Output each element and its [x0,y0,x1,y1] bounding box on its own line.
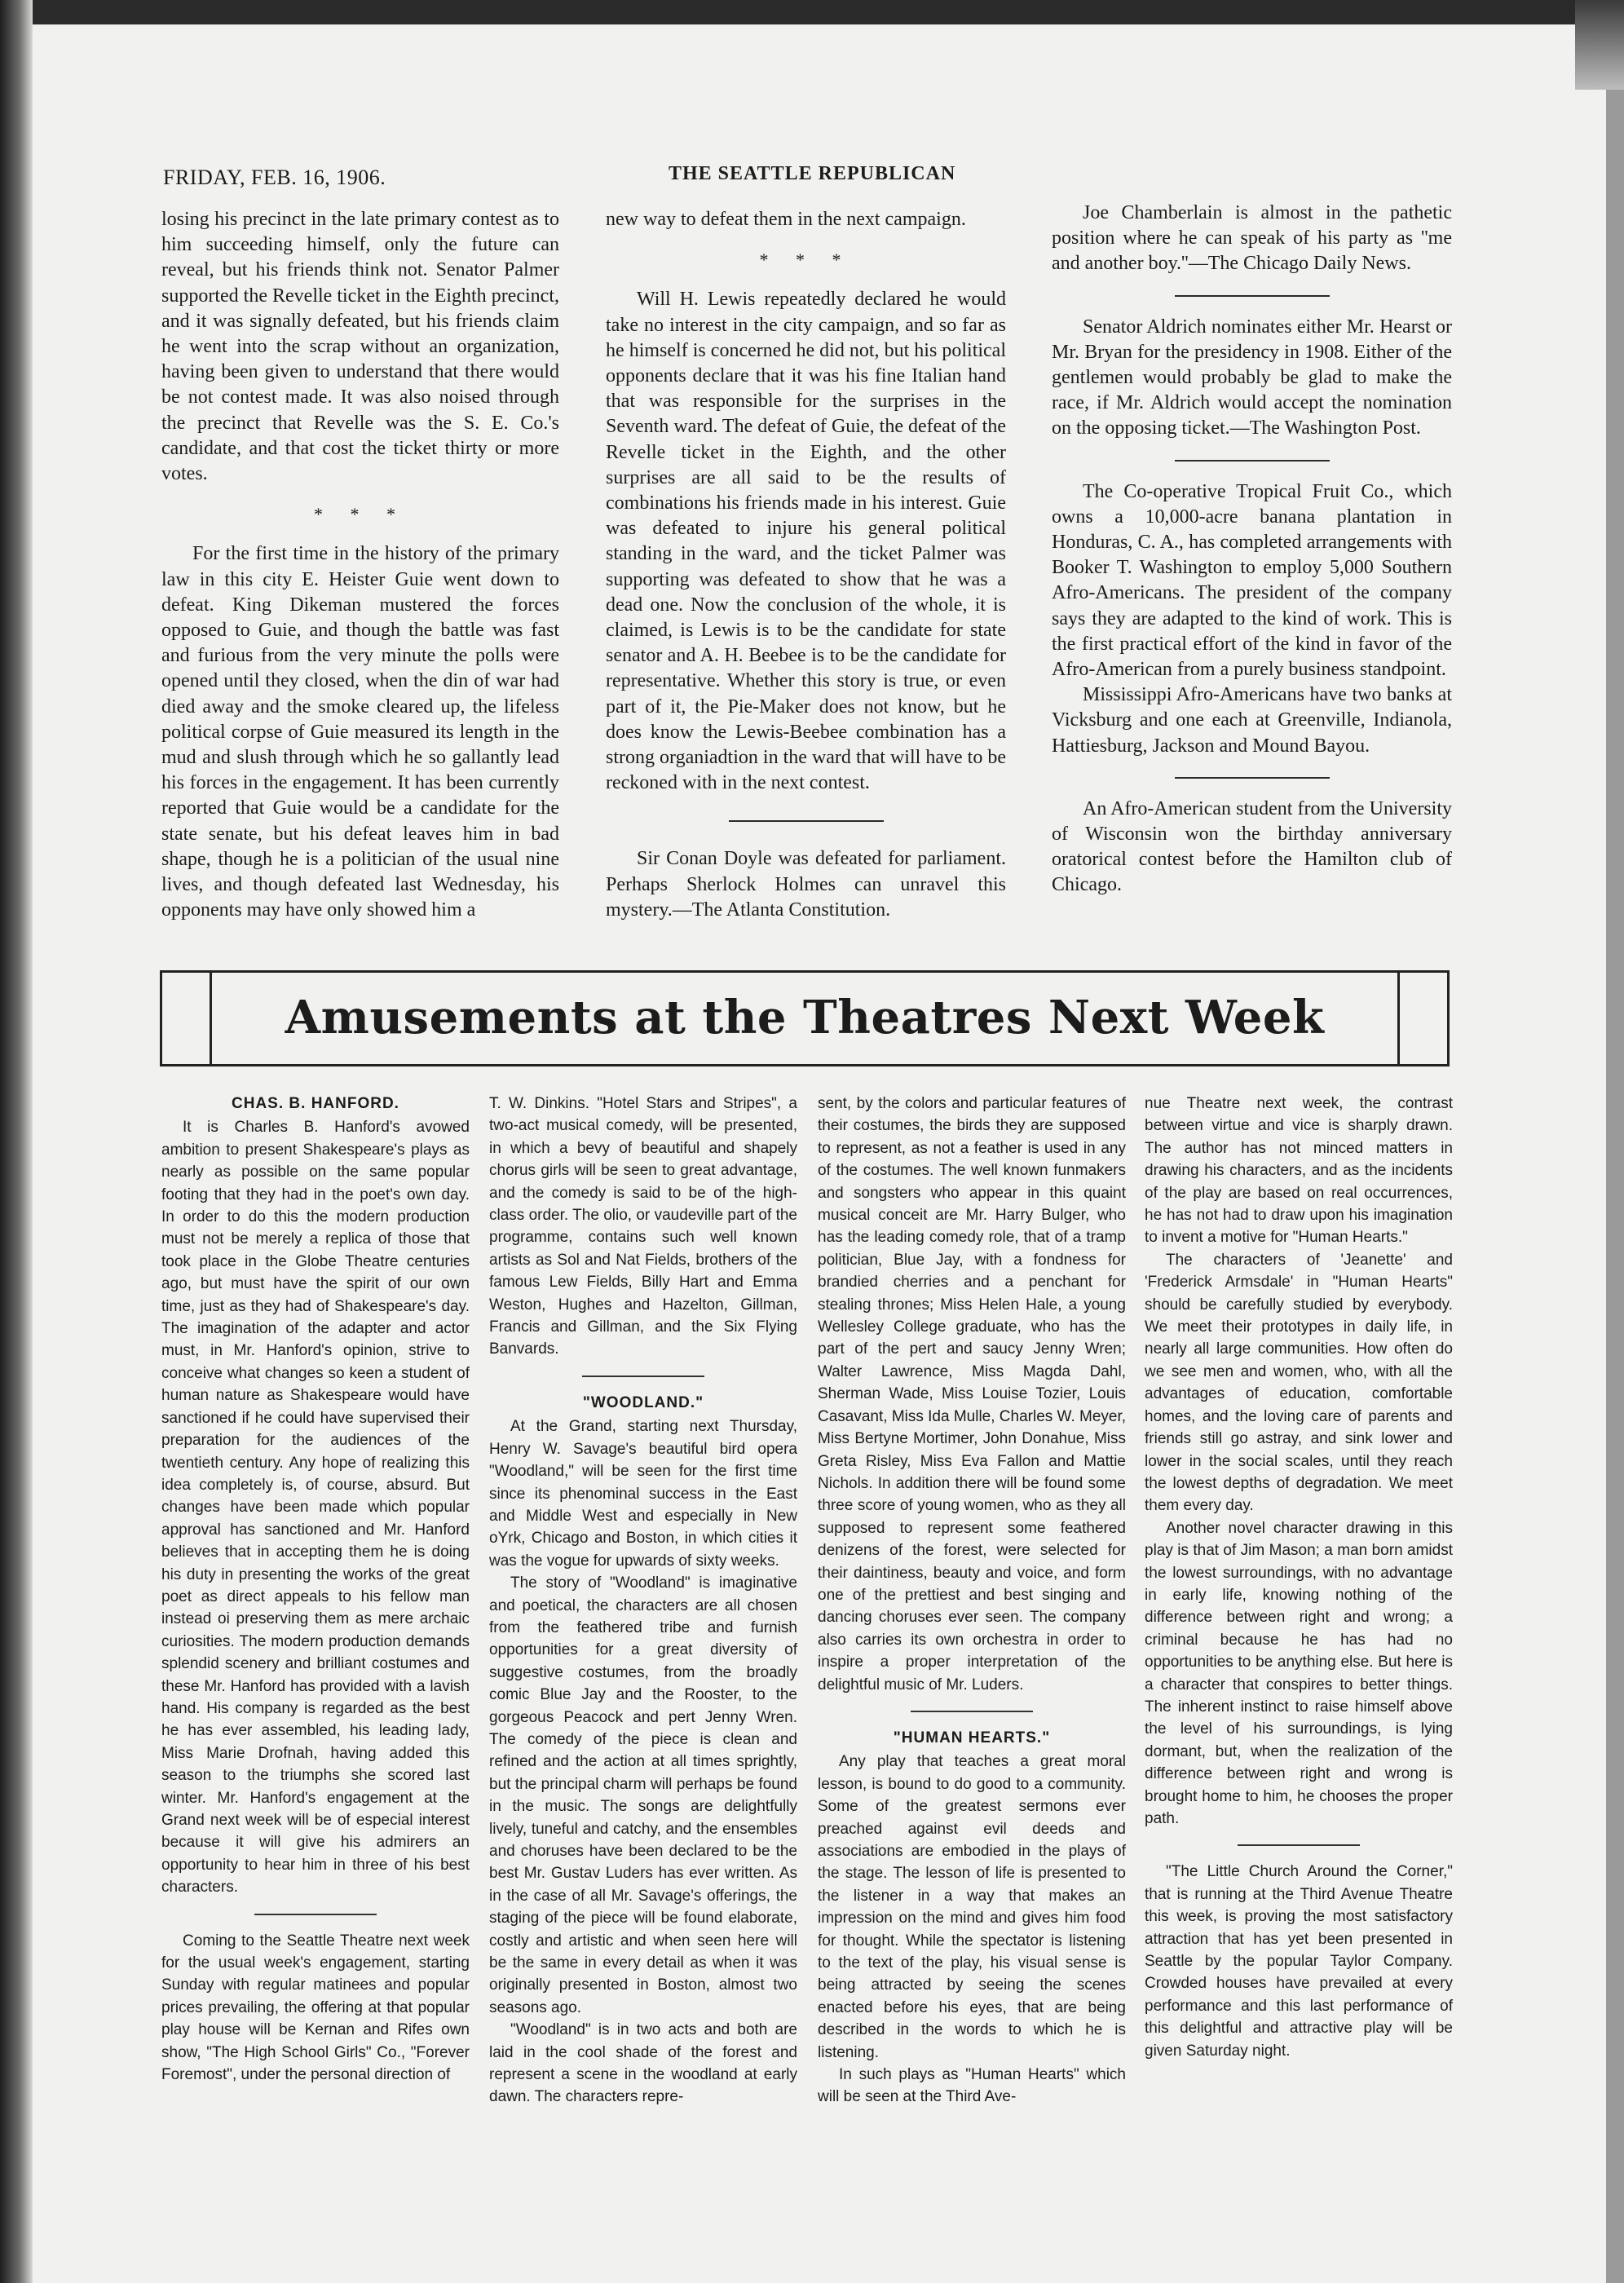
article-paragraph: An Afro-American student from the University of Wisconsin won the birthday anniversary oratorical contest before the Hamilton club of Chicago. [1052,797,1452,896]
section-divider [1175,295,1330,297]
article-paragraph: At the Grand, starting next Thursday, Henry W. Savage's beautiful bird opera "Woodland," will be seen for the first time since its phenominal success in the East and Middle West and especially in New oYrk, Chicago and Boston, in which cities it was the vogue for upwards of sixty weeks. [489,1418,797,1570]
article-heading: "WOODLAND." [582,1393,704,1411]
issue-date: FRIDAY, FEB. 16, 1906. [163,166,386,189]
article-paragraph: losing his precinct in the late primary contest as to him succeeding himself, only the future can reveal, but his friends think not. Senator Palmer supported the Revelle ticket in the Eighth precinct, and it was signally defeated, but his friends claim he went into the scrap without an organization, having been given to understand that there would be not contest made. It was also noised through the precinct that Revelle was the S. E. Co.'s candidate, and that cost the ticket thirty or more votes. [161,209,559,485]
scan-edge-top [0,0,1624,24]
section-divider [1238,1844,1360,1846]
article-paragraph: Will H. Lewis repeatedly declared he would take no interest in the city campaign, and so far as he himself is concerned he did not, but his political opponents declare that it was his fine Italian hand that was responsible for the surprises in the Seventh ward. The defeat of Guie, the defeat of the Revelle ticket in the Eighth, and the other surprises are all said to be the results of combinations his friends made in his interest. Guie was defeated to injure his general political standing in the ward, and the ticket Palmer was supporting was defeated to show that he was a dead one. Now the conclusion of the whole, it is claimed, is Lewis is to be the candidate for state senator and A. H. Beebee is to be the candidate for representative. Whether this story is true, or even part of it, the Pie-Maker does not know, but he does know the Lewis-Beebee combination has a strong organiadtion in the ward that will have to be reckoned with in the next contest. [606,289,1006,794]
article-paragraph: The Co-operative Tropical Fruit Co., which owns a 10,000-acre banana plantation in Honduras, C. A., has completed arrangements with Booker T. Washington to employ 5,000 Southern Afro-Americans. The president of the company says they are adapted to the kind of work. This is the first practical effort of the kind in favor of the Afro-American from a purely business standpoint. [1052,480,1452,681]
article-paragraph: Coming to the Seattle Theatre next week for the usual week's engagement, starting Sunday with regular matinees and popular prices prevailing, the offering at that popular play house will be Kernan and Rifes own show, "The High School Girls" Co., "Forever Foremost", under the personal direction of [161,1932,470,2084]
article-paragraph: Mississippi Afro-Americans have two banks at Vicksburg and one each at Greenville, Indianola, Hattiesburg, Jackson and Mound Bayou. [1052,684,1452,757]
section-separator-stars: * * * [759,249,853,271]
article-paragraph: For the first time in the history of the primary law in this city E. Heister Guie went down to defeat. King Dikeman mustered the forces opposed to Guie, and though the battle was fast and furious from the very minute the polls were opened until they closed, when the din of war had died away and the smoke cleared up, the lifeless political corpse of Guie measured its length in the mud and slush through which he so gallantly lead his forces in the engagement. It has been currently reported that Guie would be a candidate for the state senate, but his defeat leaves him in bad shape, though he is a politician of the usual nine lives, and though defeated last Wednesday, his opponents may have only showed him a [161,543,559,921]
section-divider [1175,777,1330,779]
scan-edge-right [1575,0,1624,90]
section-divider [582,1376,704,1377]
article-paragraph: Any play that teaches a great moral lesson, is bound to do good to a community. Some of the greatest sermons ever preached against evil deeds and associations are embodied in the plays of the stage. The lesson of life is presented to the listener in a way that makes an impression on the mind and gives him food for thought. While the spectator is listening to the text of the play, his visual sense is being attracted by seeing the scenes enacted before his eyes, that are being described in the words to which he is listening. [818,1753,1126,2061]
top-column-3 [1052,201,1452,899]
article-paragraph: "Woodland" is in two acts and both are laid in the cool shade of the forest and represent a scene in the woodland at early dawn. The characters repre- [489,2021,797,2106]
article-paragraph: The story of "Woodland" is imaginative and poetical, the characters are all chosen from the feathered tribe and furnish opportunities for a great diversity of suggestive costumes, from the broadly comic Blue Jay and the Rooster, to the gorgeous Peacock and pert Jenny Wren. The comedy of the piece is clean and refined and the action at all times sprightly, but the principal charm will perhaps be found in the music. The songs are delightfully lively, tuneful and catchy, and the ensembles and choruses have been declared to be the best Mr. Gustav Luders has ever written. As in the case of all Mr. Savage's offerings, the staging of the piece will be found elaborate, costly and artistic and when seen here will be the same in every detail as when it was originally presented in Boston, almost two seasons ago. [489,1574,797,2016]
top-column-2 [606,207,1006,923]
article-heading: CHAS. B. HANFORD. [232,1095,399,1112]
banner-title: Amusements at the Theatres Next Week [285,991,1325,1044]
scan-edge-left [0,0,33,2283]
section-divider [1175,460,1330,461]
paper-title: THE SEATTLE REPUBLICAN [669,163,956,184]
article-heading: "HUMAN HEARTS." [893,1729,1051,1746]
section-divider [729,820,884,822]
bottom-column-4 [1145,1093,1453,2062]
section-banner [160,970,1450,1066]
article-paragraph: Senator Aldrich nominates either Mr. Hearst or Mr. Bryan for the presidency in 1908. Either of the gentlemen would probably be glad to make the race, if Mr. Aldrich would accept the nomination on the opposing ticket.—The Washington Post. [1052,316,1452,439]
section-separator-stars: * * * [314,504,407,525]
article-paragraph: sent, by the colors and particular features of their costumes, the birds they are supposed to represent, as not a feather is used in any of the costumes. The well known funmakers and songsters who appear in this quaint musical conceit are Mr. Harry Bulger, who has the leading comedy role, that of a tramp politician, Blue Jay, with a fondness for brandied cherries and a penchant for stealing thrones; Miss Helen Hale, a young Wellesley College graduate, who has the part of the pert and saucy Jenny Wren; Walter Lawrence, Miss Magda Dahl, Sherman Wade, Miss Louise Tozier, Louis Casavant, Miss Ida Mulle, Charles W. Meyer, Miss Bertyne Mortimer, John Donahue, Miss Greta Risley, Miss Eva Fallon and Mattie Nichols. In addition there will be found some three score of young women, who as they all supposed to represent some feathered denizens of the forest, were selected for their daintiness, beauty and voice, and form one of the prettiest and best singing and dancing choruses ever seen. The company also carries its own orchestra in order to inspire a proper interpretation of the delightful music of Mr. Luders. [818,1095,1127,1693]
bottom-column-2 [489,1093,797,2109]
article-paragraph: Joe Chamberlain is almost in the pathetic position where he can speak of his party as ''me and another boy.''—The Chicago Daily News. [1052,202,1452,275]
article-paragraph: In such plays as "Human Hearts" which will be seen at the Third Ave- [818,2066,1126,2106]
article-paragraph: T. W. Dinkins. "Hotel Stars and Stripes", a two-act musical comedy, will be presented, in which a bevy of beautiful and shapely chorus girls will be seen to great advantage, and the comedy is said to be of the high-class order. The olio, or vaudeville part of the programme, contains such well known artists as Sol and Nat Fields, brothers of the famous Lew Fields, Billy Hart and Emma Weston, Hughes and Hazelton, Gillman, Francis and Gillman, and the Six Flying Banvards. [489,1095,797,1358]
article-paragraph: Another novel character drawing in this play is that of Jim Mason; a man born amidst the lowest surroundings, with no advantage in early life, knowing nothing of the difference between right and wrong; a criminal because he has had no opportunities to be anything else. But here is a character that conspires to better things. The inherent instinct to raise himself above the level of his surroundings, is lying dormant, but, when the realization of the difference between right and wrong is brought home to him, he chooses the proper path. [1145,1519,1453,1827]
article-paragraph: The characters of 'Jeanette' and 'Frederick Armsdale' in "Human Hearts" should be carefully studied by everybody. We meet their prototypes in daily life, in nearly all large communities. How often do we see men and women, who, with all the advantages of education, comfortable homes, and the loving care of parents and friends still go astray, and sink lower and lower in the social scales, until they reach the lowest depths of degradation. We meet them every day. [1145,1251,1453,1515]
bottom-column-3 [818,1093,1126,2109]
section-divider [254,1914,377,1915]
bottom-column-1 [161,1093,470,2086]
article-paragraph: new way to defeat them in the next campaign. [606,209,966,230]
article-paragraph: Sir Conan Doyle was defeated for parliament. Perhaps Sherlock Holmes can unravel this mystery.—The Atlanta Constitution. [606,848,1006,921]
article-paragraph: nue Theatre next week, the contrast between virtue and vice is sharply drawn. The author has not minced matters in drawing his characters, and as the incidents of the play are based on real occurrences, he has not had to draw upon his imagination to invent a motive for "Human Hearts." [1145,1095,1453,1247]
article-paragraph: It is Charles B. Hanford's avowed ambition to present Shakespeare's plays as nearly as possible on the same popular footing that they had in the poet's own day. In order to do this the modern production must not be merely a replica of those that took place in the Globe Theatre centuries ago, but must have the spirit of our own time, just as they had of Shakespeare's day. The imagination of the adapter and actor must, in Mr. Hanford's opinion, strive to conceive what changes so keen a student of human nature as Shakespeare would have sanctioned if he could have supervised their preparation for the audiences of the twentieth century. Any hope of realizing this idea completely is, of course, absurd. But changes have been made which popular approval has sanctioned and Mr. Hanford believes that in accepting them he is doing his duty in presenting the works of the great poet as direct appeals to his fellow man instead oi preserving them as mere archaic curiosities. The modern production demands splendid scenery and brilliant costumes and these Mr. Hanford has provided with a lavish hand. His company is regarded as the best he has ever assembled, his leading lady, Miss Marie Drofnah, having added this season to the triumphs she scored last winter. Mr. Hanford's engagement at the Grand next week will be of especial interest because it will give his admirers an opportunity to hear him in three of his best characters. [161,1119,470,1897]
article-paragraph: "The Little Church Around the Corner," that is running at the Third Avenue Theatre this week, is proving the most satisfactory attraction that has yet been presented in Seattle by the popular Taylor Company. Crowded houses have prevailed at every performance and this last performance of this delightful and attractive play will be given Saturday night. [1145,1863,1453,2060]
section-divider [911,1711,1033,1712]
top-column-1 [161,207,559,923]
